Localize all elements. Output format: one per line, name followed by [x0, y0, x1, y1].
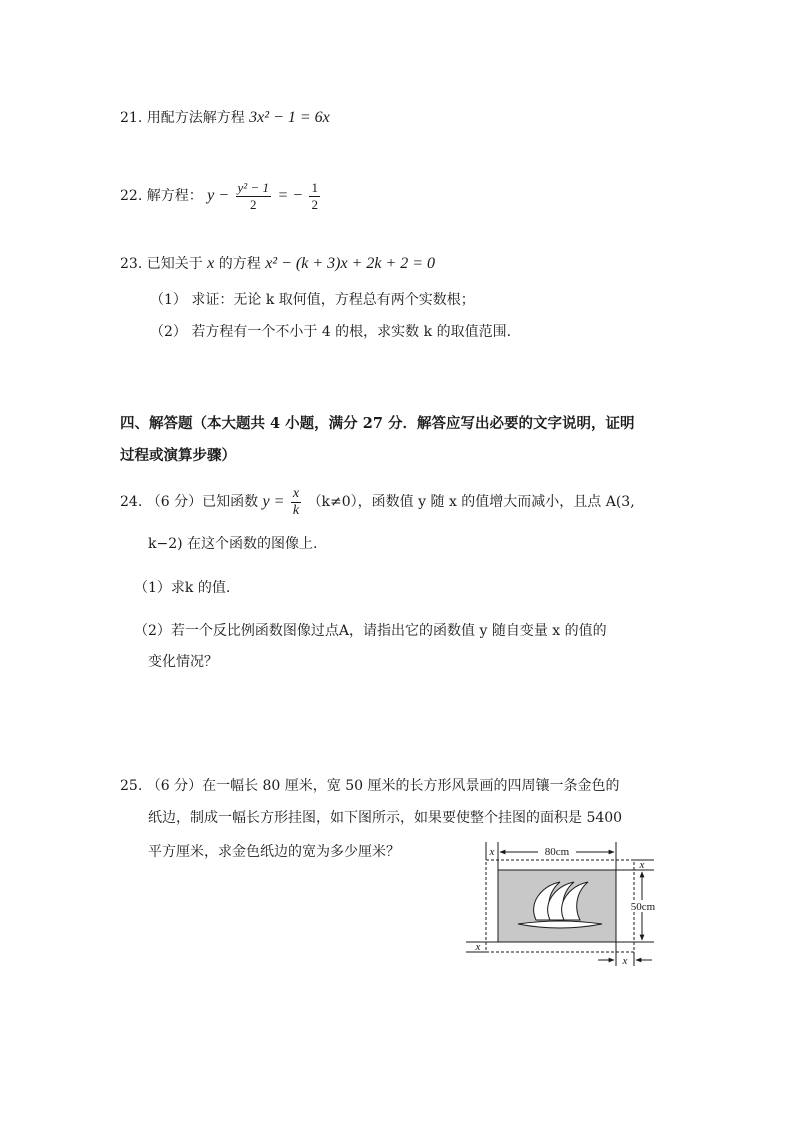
q23-item-1	[150, 290, 475, 310]
x-label-right: x	[639, 859, 645, 871]
q25-line-2: 纸边，制成一幅长方形挂图，如下图所示，如果要使整个挂图的面积是 5400	[148, 810, 623, 826]
q24-sub-2: （2）若一个反比例函数图像过点A，请指出它的函数值 y 随自变量 x 的值的	[134, 623, 607, 639]
question-23	[120, 254, 435, 274]
function-fraction	[291, 486, 301, 519]
item-text: 若方程有一个不小于 4 的根，求实数 k 的取值范围.	[191, 324, 512, 340]
question-text: （k≠0），函数值 y 随 x 的值增大而减小，且点 A(3,	[307, 494, 635, 510]
section-heading-cont: 过程或演算步骤）	[120, 447, 236, 464]
question-text: 解方程：	[146, 188, 203, 204]
question-number: 22.	[120, 188, 143, 204]
fraction-denominator: 2	[250, 196, 257, 212]
equation-lhs: y −	[207, 187, 230, 204]
fraction-denominator: 2	[311, 196, 318, 212]
question-text: 用配方法解方程	[146, 110, 245, 126]
question-number: 24.	[120, 494, 143, 510]
function-lhs: y =	[262, 493, 285, 510]
width-label: 80cm	[544, 846, 570, 858]
frame-diagram	[462, 838, 662, 968]
question-text: （6 分）在一幅长 80 厘米，宽 50 厘米的长方形风景画的四周镶一条金色的	[146, 778, 620, 794]
item-label: （1）	[150, 292, 187, 308]
item-text: 求证：无论 k 取何值，方程总有两个实数根；	[191, 292, 475, 308]
variable-x: x	[207, 255, 215, 272]
question-number: 25.	[120, 778, 143, 794]
q24-sub-1: （1）求k 的值.	[134, 580, 231, 596]
question-text: 已知关于	[146, 256, 203, 272]
q24-sub-2-cont: 变化情况？	[148, 654, 218, 670]
fraction-numerator: 1	[311, 179, 318, 195]
x-label-left: x	[475, 941, 481, 953]
fraction-numerator: x	[292, 485, 300, 501]
question-25	[120, 776, 620, 796]
equation: x² − (k + 3)x + 2k + 2 = 0	[265, 255, 436, 272]
equation-rhs: = −	[277, 187, 304, 204]
fraction-half	[309, 180, 320, 213]
question-24	[120, 484, 635, 520]
question-text: （6 分）已知函数	[146, 494, 259, 510]
height-label: 50cm	[630, 901, 656, 913]
question-21	[120, 108, 330, 128]
equation: 3x² − 1 = 6x	[249, 109, 330, 126]
item-label: （2）	[150, 324, 187, 340]
question-22	[120, 178, 322, 214]
fraction	[236, 180, 271, 213]
q25-line-3: 平方厘米，求金色纸边的宽为多少厘米？	[148, 844, 400, 860]
section-heading: 四、解答题（本大题共 4 小题，满分 27 分．解答应写出必要的文字说明，证明	[120, 415, 635, 432]
q24-line-2: k−2) 在这个函数的图像上.	[148, 536, 318, 552]
x-label-bottom: x	[622, 955, 628, 967]
fraction-numerator: y² − 1	[237, 179, 269, 195]
x-label-top: x	[489, 846, 495, 858]
question-text: 的方程	[218, 256, 261, 272]
question-number: 23.	[120, 256, 143, 272]
question-number: 21.	[120, 110, 143, 126]
q23-item-2	[150, 322, 511, 342]
fraction-denominator: k	[292, 502, 300, 518]
